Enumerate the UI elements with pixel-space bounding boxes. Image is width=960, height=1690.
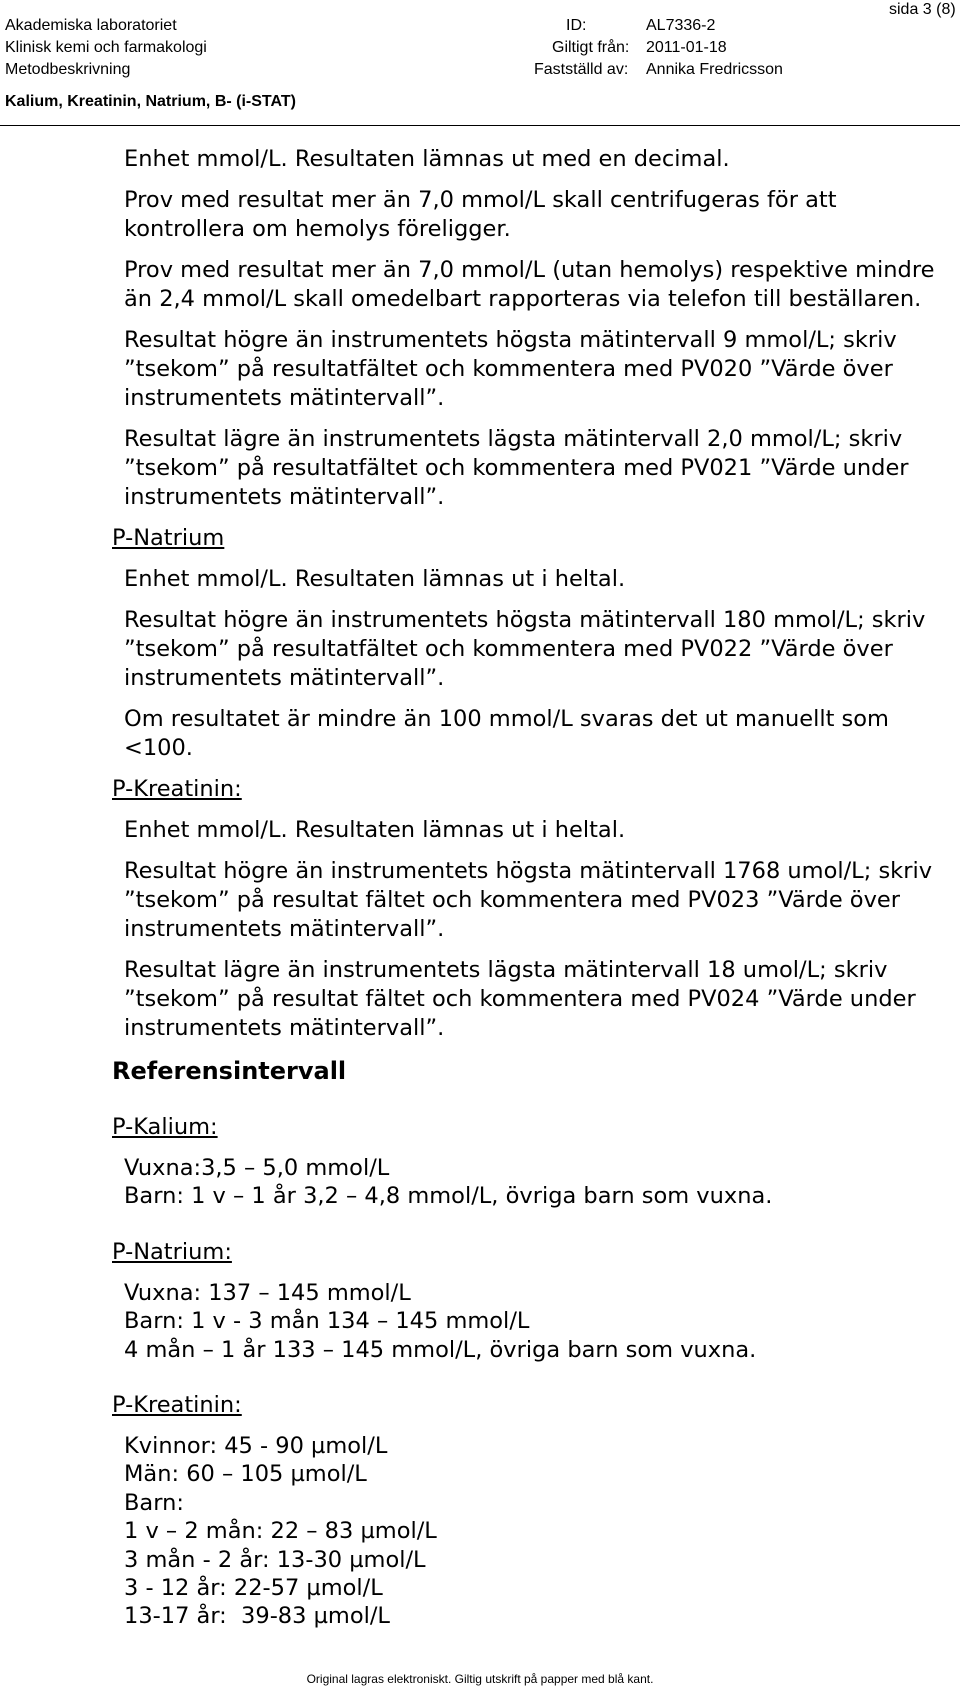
department-name: Klinisk kemi och farmakologi [5,39,207,56]
natrium-heading: P-Natrium [112,525,225,551]
ref-kreatinin-list [124,1432,960,1631]
reference-heading: Referensintervall [112,1057,347,1085]
kalium-paragraph: Prov med resultat mer än 7,0 mmol/L (utan hemolys) respektive mindre än 2,4 mmol/L skall omedelbart rapporteras via telefon till beställaren. [124,257,935,312]
kalium-paragraph: Resultat lägre än instrumentets lägsta mätintervall 2,0 mmol/L; skriv ”tsekom” på resultatfältet och kommentera med PV021 ”Värde under instrumentets mätintervall”. [124,426,909,510]
ref-line: 3 - 12 år: 22-57 µmol/L [124,1575,383,1602]
ref-kalium-heading: P-Kalium: [112,1114,218,1140]
natrium-paragraph: Resultat högre än instrumentets högsta mätintervall 180 mmol/L; skriv ”tsekom” på resultatfältet och kommentera med PV022 ”Värde över instrumentets mätintervall”. [124,607,926,691]
kreatinin-paragraph: Resultat lägre än instrumentets lägsta mätintervall 18 umol/L; skriv ”tsekom” på resultat fältet och kommentera med PV024 ”Värde under instrumentets mätintervall”. [124,957,916,1041]
org-name: Akademiska laboratoriet [5,17,177,34]
ref-line: Kvinnor: 45 - 90 µmol/L [124,1433,388,1460]
id-label: ID: [566,17,587,34]
valid-value: 2011-01-18 [646,39,727,56]
document-title: Kalium, Kreatinin, Natrium, B- (i-STAT) [5,93,296,110]
ref-line: Barn: [124,1489,184,1516]
approved-label: Fastställd av: [534,61,629,78]
kalium-paragraph: Enhet mmol/L. Resultaten lämnas ut med en decimal. [124,146,730,172]
natrium-paragraph: Om resultatet är mindre än 100 mmol/L svaras det ut manuellt som <100. [124,706,889,761]
ref-line: Män: 60 – 105 µmol/L [124,1461,367,1488]
ref-line: Vuxna:3,5 – 5,0 mmol/L [124,1155,390,1181]
kalium-paragraph: Resultat högre än instrumentets högsta mätintervall 9 mmol/L; skriv ”tsekom” på resultatfältet och kommentera med PV020 ”Värde över instrumentets mätintervall”. [124,327,897,411]
kreatinin-paragraph: Enhet mmol/L. Resultaten lämnas ut i heltal. [124,817,626,843]
footer-note: Original lagras elektroniskt. Giltig utskrift på papper med blå kant. [306,1672,654,1686]
ref-natrium-list [124,1279,960,1364]
ref-kalium-list [124,1154,960,1211]
valid-label: Giltigt från: [552,39,630,56]
ref-line: 4 mån – 1 år 133 – 145 mmol/L, övriga barn som vuxna. [124,1336,757,1363]
ref-line: 13-17 år: 39-83 µmol/L [124,1603,390,1630]
ref-line: 3 mån - 2 år: 13-30 µmol/L [124,1546,426,1573]
id-value: AL7336-2 [646,17,716,34]
ref-line: 1 v – 2 mån: 22 – 83 µmol/L [124,1518,437,1545]
ref-line: Vuxna: 137 – 145 mmol/L [124,1279,411,1306]
kreatinin-heading: P-Kreatinin: [112,776,242,802]
document-body [0,145,960,1658]
ref-line: Barn: 1 v - 3 mån 134 – 145 mmol/L [124,1308,530,1335]
approved-value: Annika Fredricsson [646,61,783,78]
header-divider [0,125,960,126]
ref-line: Barn: 1 v – 1 år 3,2 – 4,8 mmol/L, övriga barn som vuxna. [124,1183,773,1210]
page-number: sida 3 (8) [889,1,956,18]
kalium-paragraph: Prov med resultat mer än 7,0 mmol/L skall centrifugeras för att kontrollera om hemolys föreligger. [124,187,837,242]
natrium-paragraph: Enhet mmol/L. Resultaten lämnas ut i heltal. [124,566,626,592]
kreatinin-paragraph: Resultat högre än instrumentets högsta mätintervall 1768 umol/L; skriv ”tsekom” på resultat fältet och kommentera med PV023 ”Värde över instrumentets mätintervall”. [124,858,933,942]
ref-kreatinin-heading: P-Kreatinin: [112,1392,242,1419]
ref-natrium-heading: P-Natrium: [112,1238,232,1265]
doc-type: Metodbeskrivning [5,61,131,78]
